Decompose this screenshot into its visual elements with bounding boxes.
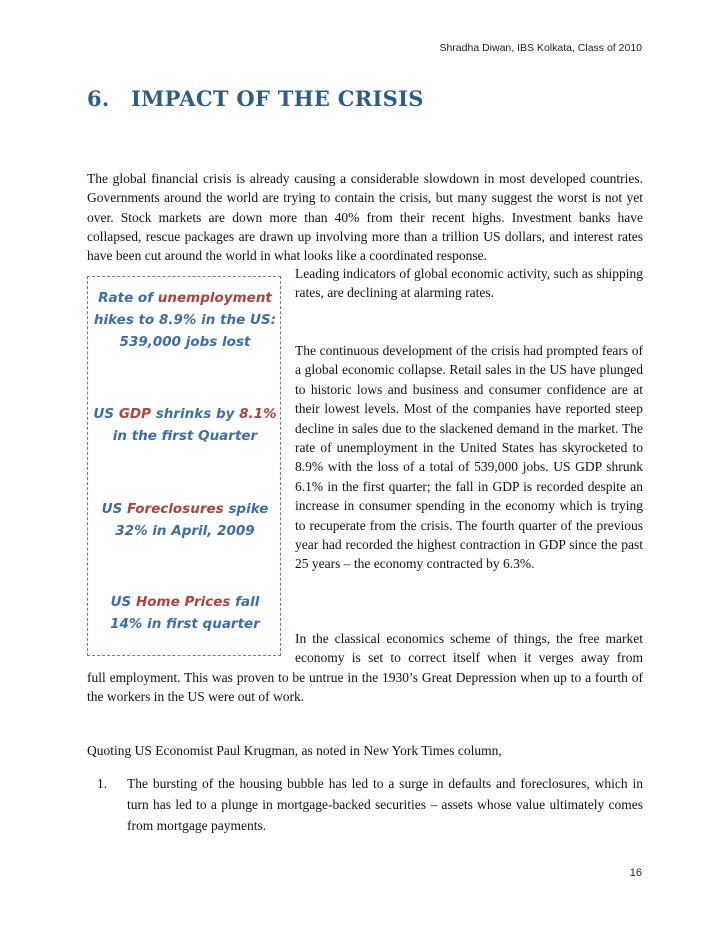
stat-foreclosures-prefix: US bbox=[101, 501, 128, 517]
list-marker: 1. bbox=[97, 776, 108, 791]
stat-gdp-highlight: GDP bbox=[118, 406, 151, 422]
stat-unemployment-line2: hikes to 8.9% in the US: bbox=[93, 312, 277, 328]
classical-paragraph-full: full employment. This was proven to be untrue in the 1930’s Great Depression when up to a fourth of the workers in the US were out of work. bbox=[87, 670, 643, 705]
krugman-list bbox=[87, 773, 643, 836]
stat-home-prices-highlight: Home Prices bbox=[135, 594, 231, 610]
page-number: 16 bbox=[629, 867, 642, 879]
stat-unemployment-prefix: Rate of bbox=[98, 290, 158, 306]
page-header: Shradha Diwan, IBS Kolkata, Class of 2010 bbox=[439, 42, 642, 54]
stat-gdp-value: 8.1% bbox=[239, 406, 277, 422]
stat-foreclosures bbox=[88, 498, 282, 542]
stat-unemployment bbox=[88, 287, 282, 353]
stat-unemployment-line3: 539,000 jobs lost bbox=[119, 334, 251, 350]
stat-unemployment-highlight: unemployment bbox=[157, 290, 272, 306]
section-title bbox=[87, 86, 424, 111]
development-paragraph: The continuous development of the crisis had prompted fears of a global economic collapse. Retail sales in the US have plunged to historic lows and business and consumer confidence are at their lowest levels. Most of the companies have reported steep decline in sales due to the slackened demand in the market. The rate of unemployment in the United States has skyrocketed to 8.9% with the loss of a total of 539,000 jobs. US GDP shrunk 6.1% in the first quarter; the fall in GDP is recorded despite an increase in consumer spending in the economy which is trying to recuperate from the crisis. The fourth quarter of the previous year had recorded the highest contraction in GDP since the past 25 years – the economy contracted by 6.3%. bbox=[295, 343, 643, 572]
stat-foreclosures-highlight: Foreclosures bbox=[127, 501, 224, 517]
section-heading: IMPACT OF THE CRISIS bbox=[131, 86, 424, 111]
intro-paragraph: The global financial crisis is already causing a considerable slowdown in most developed countries. Governments around the world are trying to contain the crisis, but many suggest the worst is not yet over. Stock markets are down more than 40% from their recent highs. Investment banks have collapsed, rescue packages are drawn up involving more than a trillion US dollars, and interest rates have been cut around the world in what looks like a coordinated response. bbox=[87, 171, 643, 264]
stat-gdp bbox=[88, 403, 282, 447]
classical-paragraph-right bbox=[295, 629, 643, 668]
stat-home-prices-line2: 14% in first quarter bbox=[110, 616, 260, 632]
stat-home-prices-prefix: US bbox=[110, 594, 136, 610]
stat-foreclosures-line2: 32% in April, 2009 bbox=[115, 523, 255, 539]
list-item-text: The bursting of the housing bubble has led to a surge in defaults and foreclosures, which in turn has led to a plunge in mortgage-backed securities – assets whose value ultimately comes from mortgage payments. bbox=[127, 776, 643, 833]
list-item bbox=[87, 773, 643, 836]
stat-home-prices bbox=[88, 591, 282, 635]
classical-right-text: In the classical economics scheme of things, the free market economy is set to correct itself when it verges away from bbox=[295, 631, 643, 666]
section-number: 6. bbox=[87, 86, 110, 111]
stat-gdp-middle: shrinks by bbox=[151, 406, 240, 422]
stat-gdp-line2: in the first Quarter bbox=[112, 428, 258, 444]
quote-intro: Quoting US Economist Paul Krugman, as noted in New York Times column, bbox=[87, 743, 502, 758]
indicators-paragraph: Leading indicators of global economic activity, such as shipping rates, are declining at alarming rates. bbox=[295, 266, 643, 301]
stat-home-prices-suffix: fall bbox=[230, 594, 260, 610]
stat-foreclosures-suffix: spike bbox=[223, 501, 269, 517]
stat-gdp-prefix: US bbox=[93, 406, 119, 422]
statistics-callout-box bbox=[87, 276, 281, 656]
